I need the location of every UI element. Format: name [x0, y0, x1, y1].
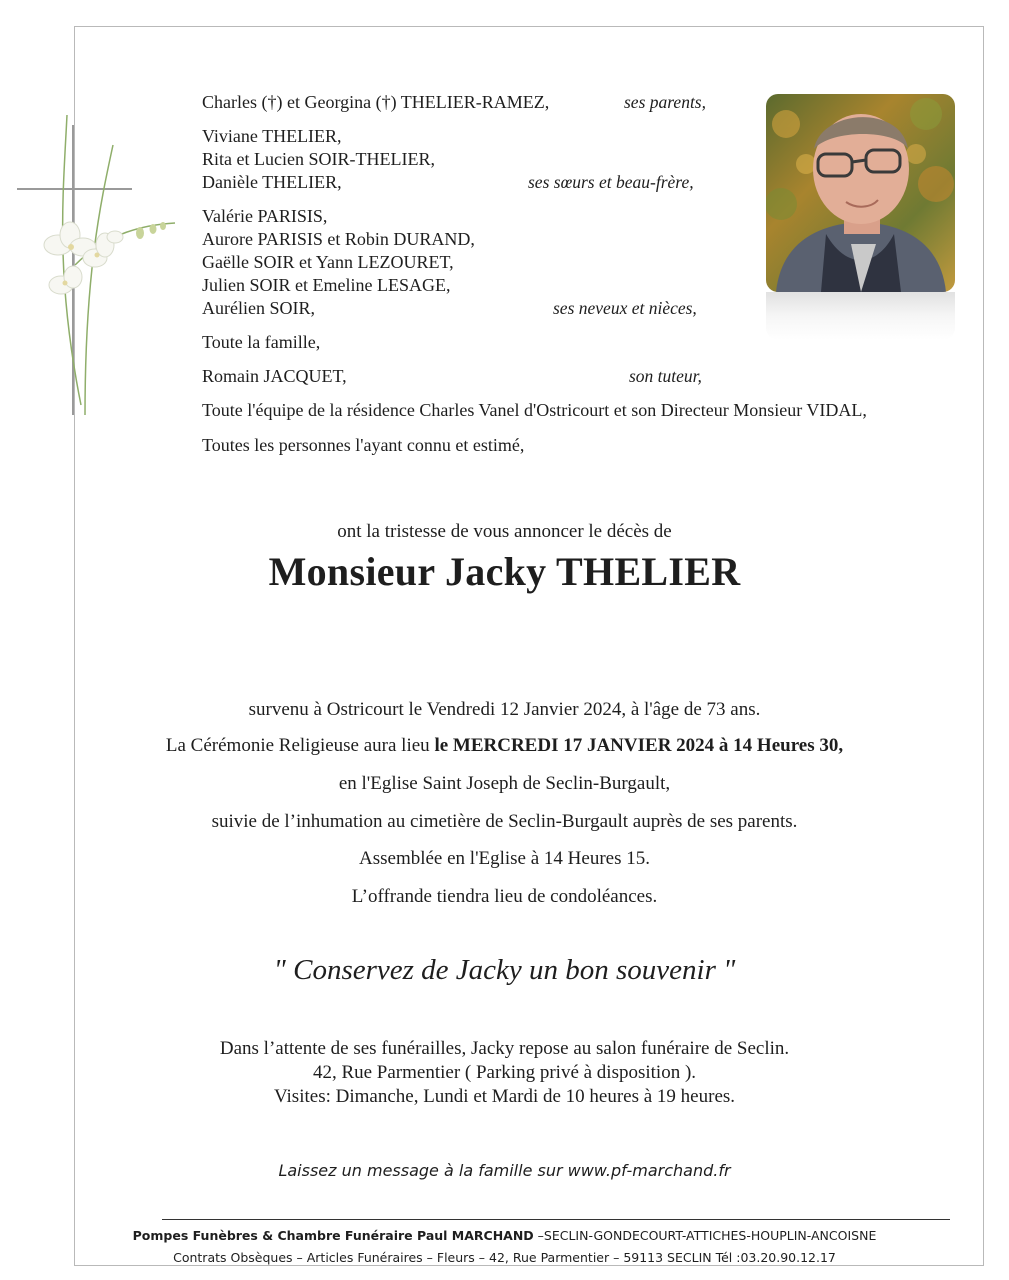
burial-line: suivie de l’inhumation au cimetière de Seclin-Burgault auprès de ses parents.: [211, 811, 798, 832]
assembly-line: Assemblée en l'Eglise à 14 Heures 15.: [359, 848, 650, 869]
family-line-acquaintances: Toutes les personnes l'ayant connu et estimé,: [202, 435, 525, 455]
portrait-photo: [766, 94, 955, 292]
role-tutor: son tuteur,: [629, 366, 702, 386]
footer-company: [0, 1227, 1009, 1245]
church-line: en l'Eglise Saint Joseph de Seclin-Burgault,: [338, 773, 671, 794]
web-message: Laissez un message à la famille sur www.pf-marchand.fr: [278, 1161, 731, 1180]
cross-orchid-icon: [15, 115, 180, 420]
deceased-name: Monsieur Jacky THELIER: [268, 549, 741, 594]
family-line-nephew: Gaëlle SOIR et Yann LEZOURET,: [202, 252, 454, 272]
family-line-nephew: Julien SOIR et Emeline LESAGE,: [202, 275, 451, 295]
visits-address: 42, Rue Parmentier ( Parking privé à disposition ).: [312, 1062, 697, 1083]
footer-locations: –SECLIN-GONDECOURT-ATTICHES-HOUPLIN-ANCOISNE: [533, 1228, 877, 1243]
ceremony-date: le MERCREDI 17 JANVIER 2024 à 14 Heures 30,: [434, 735, 844, 756]
family-line-tutor: Romain JACQUET,: [202, 366, 347, 386]
footer-divider: [162, 1219, 950, 1220]
family-line-residence: Toute l'équipe de la résidence Charles Vanel d'Ostricourt et son Directeur Monsieur VIDAL,: [202, 400, 867, 420]
photo-reflection: [766, 292, 955, 340]
family-line-family: Toute la famille,: [202, 332, 321, 352]
visits-hours: Visites: Dimanche, Lundi et Mardi de 10 heures à 19 heures.: [273, 1086, 736, 1107]
visits-line: Dans l’attente de ses funérailles, Jacky repose au salon funéraire de Seclin.: [219, 1038, 790, 1059]
ceremony-prefix: La Cérémonie Religieuse aura lieu: [165, 735, 435, 756]
family-line-nephew: Aurélien SOIR,: [202, 298, 315, 318]
family-line-nephew: Valérie PARISIS,: [202, 206, 328, 226]
family-line-sibling: Danièle THELIER,: [202, 172, 342, 192]
footer-company-name: Pompes Funèbres & Chambre Funéraire Paul MARCHAND: [132, 1228, 534, 1243]
footer-services: Contrats Obsèques – Articles Funéraires – Fleurs – 42, Rue Parmentier – 59113 SECLIN Tél :03.20.90.12.17: [173, 1250, 836, 1265]
memorial-quote: " Conservez de Jacky un bon souvenir ": [273, 954, 736, 986]
family-line-sibling: Rita et Lucien SOIR-THELIER,: [202, 149, 435, 169]
announcement-intro: ont la tristesse de vous annoncer le décès de: [337, 521, 672, 542]
offering-line: L’offrande tiendra lieu de condoléances.: [351, 886, 658, 907]
ceremony-line: [0, 734, 1009, 758]
family-line-sibling: Viviane THELIER,: [202, 126, 342, 146]
family-line-parents: Charles (†) et Georgina (†) THELIER-RAMEZ,: [202, 92, 550, 112]
role-parents: ses parents,: [624, 92, 706, 112]
death-details: survenu à Ostricourt le Vendredi 12 Janvier 2024, à l'âge de 73 ans.: [248, 699, 761, 720]
family-line-nephew: Aurore PARISIS et Robin DURAND,: [202, 229, 475, 249]
role-siblings: ses sœurs et beau-frère,: [528, 172, 694, 192]
role-nephews: ses neveux et nièces,: [553, 298, 697, 318]
